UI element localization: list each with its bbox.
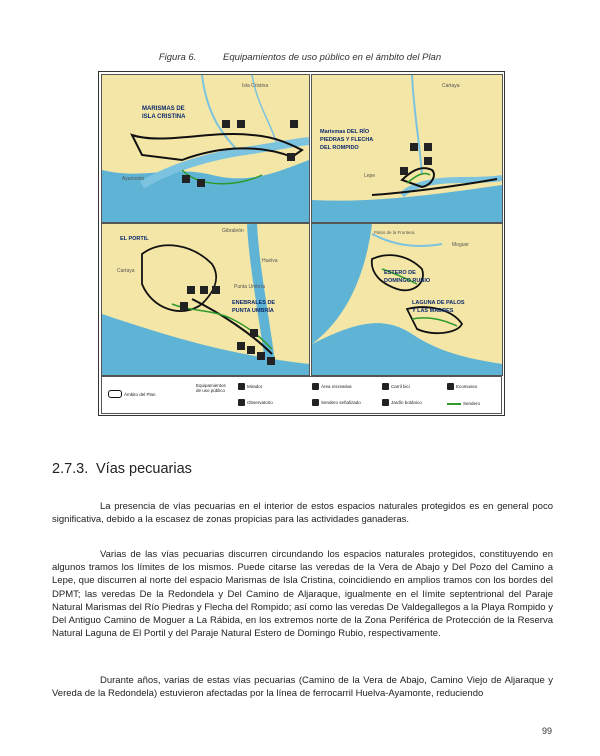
figure-caption-text: Equipamientos de uso público en el ámbito del Plan bbox=[223, 52, 442, 63]
legend-sendero bbox=[447, 401, 480, 406]
panel1-title-line2: ISLA CRISTINA bbox=[142, 114, 186, 120]
jardin-botanico-icon bbox=[382, 399, 389, 406]
panel2-title-line3: DEL ROMPIDO bbox=[320, 145, 359, 151]
map-rio-piedras bbox=[312, 75, 502, 222]
panel1-title-line1: MARISMAS DE bbox=[142, 106, 185, 112]
panel3-title-enebrales-1: ENEBRALES DE bbox=[232, 300, 276, 306]
legend-ecomuseo bbox=[447, 383, 477, 390]
panel2-place-lepe: Lepe bbox=[364, 173, 376, 179]
legend-mirador bbox=[238, 383, 262, 390]
carril-bici-icon bbox=[382, 383, 389, 390]
legend-sendero-senalizado-label: Sendero señalizado bbox=[321, 400, 361, 405]
ambito-boundary-icon bbox=[108, 390, 122, 398]
panel2-title-line1: Marismas DEL RÍO bbox=[320, 129, 370, 135]
panel3-place-huelva: Huelva bbox=[262, 258, 278, 264]
sendero-senalizado-icon bbox=[312, 399, 319, 406]
section-heading bbox=[52, 461, 192, 477]
legend-sendero-senalizado bbox=[312, 399, 361, 406]
mirador-icon bbox=[238, 383, 245, 390]
legend-ambito bbox=[108, 390, 156, 398]
panel4-title-laguna-2: Y LAS MADRES bbox=[412, 308, 454, 314]
map-isla-cristina bbox=[102, 75, 309, 222]
panel3-place-gibraleon: Gibraleón bbox=[222, 228, 244, 234]
figure-caption-number: Figura 6. bbox=[158, 52, 197, 63]
legend-area-recreativa-label: Área recreativa bbox=[321, 384, 352, 389]
panel2-title-line2: PIEDRAS Y FLECHA bbox=[320, 137, 374, 143]
map-el-portil bbox=[102, 224, 309, 375]
legend-observatorio bbox=[238, 399, 273, 406]
legend-sendero-label: Sendero bbox=[463, 401, 481, 406]
paragraph-2: Varias de las vías pecuarias discurren circundando los espacios naturales protegidos, constituyendo en algunos tramos los límites de los mismos. Puede citarse las veredas de la Vera de Abajo y Del Pozo del Camino a Lepe, que discurren al norte del espacio Marismas de Isla Cristina, coincidiendo en amplios tramos con los bordes del DPMT; las veredas De la Redondela y Del Camino de Aljaraque, igualmente en el límite septentrional del Paraje Natural Marismas del Río Piedras y Flecha del Rompido; así como las veredas De Valdegallegos a la Playa Rompido y Del Antiguo Camino de Moguer a La Rábida, en los extremos norte de la Zona Periférica de Protección de la Reserva Natural Laguna de El Portil y del Paraje Natural Estero de Domingo Rubio, respectivamente. bbox=[52, 549, 553, 640]
area-recreativa-icon bbox=[312, 383, 319, 390]
section-title: Vías pecuarias bbox=[96, 461, 192, 477]
panel1-place-isla-cristina: Isla Cristina bbox=[242, 83, 269, 89]
legend-equipamientos bbox=[196, 383, 226, 393]
paragraph-1: La presencia de vías pecuarias en el interior de estos espacios naturales protegidos es en general poco significativa, debido a la escasez de zonas propicias para las actividades ganaderas. bbox=[52, 501, 553, 526]
map-panel-rio-piedras bbox=[311, 74, 503, 223]
panel3-title-el-portil: EL PORTIL bbox=[120, 236, 149, 242]
figure-map bbox=[98, 71, 505, 416]
panel4-title-laguna-1: LAGUNA DE PALOS bbox=[412, 300, 465, 306]
legend-equipamientos-line2: de uso público bbox=[196, 388, 226, 393]
legend-carril-bici bbox=[382, 383, 410, 390]
legend-carril-bici-label: Carril bici bbox=[391, 384, 410, 389]
paragraph-3: Durante años, varias de estas vías pecuarias (Camino de la Vera de Abajo, Camino Viejo de Aljaraque y Vereda de la Redondela) estuvieron afectadas por la línea de ferrocarril Huelva-Ayamonte, reduciendo bbox=[52, 675, 553, 700]
map-panel-domingo-rubio bbox=[311, 223, 503, 376]
panel4-place-moguer: Moguer bbox=[452, 242, 469, 248]
legend-mirador-label: Mirador bbox=[247, 384, 263, 389]
page-number: 99 bbox=[541, 726, 552, 736]
legend-observatorio-label: Observatorio bbox=[247, 400, 273, 405]
legend-jardin-botanico-label: Jardín botánico bbox=[391, 400, 422, 405]
map-legend bbox=[101, 376, 502, 414]
observatorio-icon bbox=[238, 399, 245, 406]
map-panel-isla-cristina bbox=[101, 74, 310, 223]
legend-jardin-botanico bbox=[382, 399, 422, 406]
sendero-line-icon bbox=[447, 403, 461, 405]
panel3-title-enebrales-2: PUNTA UMBRÍA bbox=[232, 308, 274, 314]
panel4-title-estero-2: DOMINGO RUBIO bbox=[384, 278, 431, 284]
panel3-place-cartaya: Cartaya bbox=[117, 268, 135, 274]
map-panel-el-portil bbox=[101, 223, 310, 376]
legend-equipamientos-line1: Equipamientos bbox=[196, 383, 226, 388]
panel4-title-estero-1: ESTERO DE bbox=[384, 270, 416, 276]
legend-ambito-label: Ámbito del Plan bbox=[124, 391, 156, 397]
panel3-place-punta-umbria: Punta Umbría bbox=[234, 284, 265, 290]
section-number: 2.7.3. bbox=[52, 461, 89, 477]
ecomuseo-icon bbox=[447, 383, 454, 390]
map-domingo-rubio bbox=[312, 224, 502, 375]
panel2-place-cartaya: Cartaya bbox=[442, 83, 460, 89]
legend-ecomuseo-label: Ecomuseo bbox=[456, 384, 478, 389]
legend-area-recreativa bbox=[312, 383, 352, 390]
panel1-place-ayamonte: Ayamonte bbox=[122, 176, 145, 182]
panel4-place-palos: Palos de la Frontera bbox=[374, 230, 415, 235]
figure-caption bbox=[0, 52, 600, 63]
